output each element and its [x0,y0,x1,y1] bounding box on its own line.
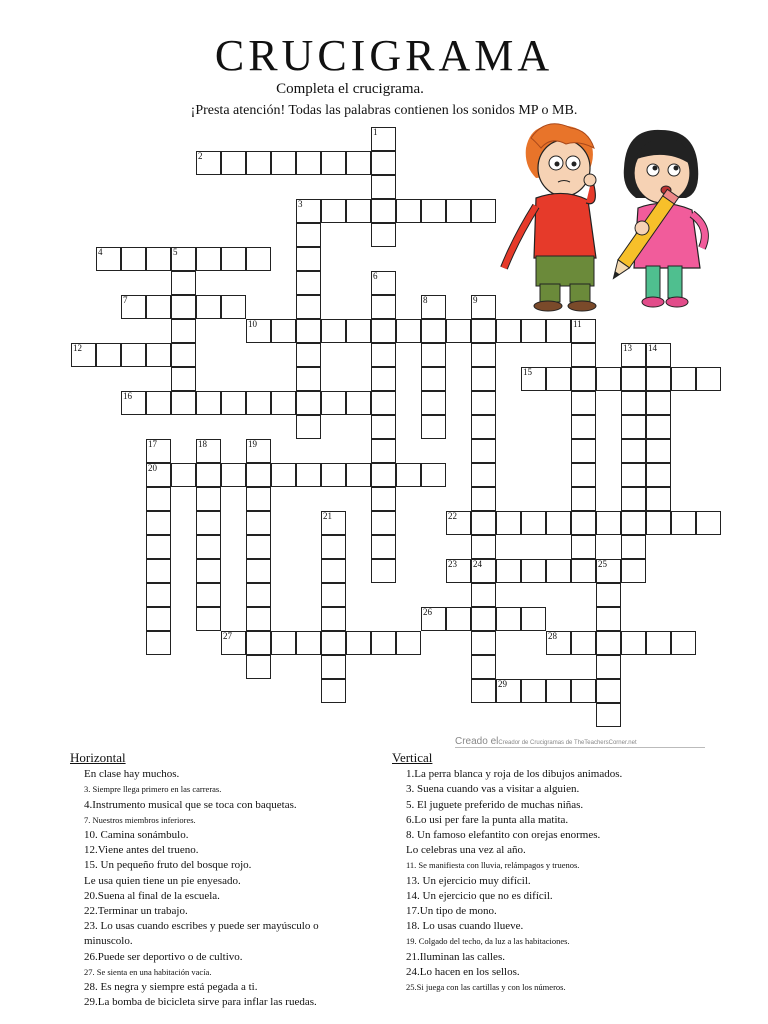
crossword-cell[interactable] [371,511,396,535]
clue-number: 20 [148,463,157,473]
crossword-cell[interactable] [196,463,221,487]
crossword-cell[interactable] [321,151,346,175]
vertical-clue: 13. Un ejercicio muy difícil. [406,874,531,887]
crossword-cell[interactable] [171,367,196,391]
vertical-heading: Vertical [392,750,433,765]
two-thinking-kids-illustration [496,118,746,318]
crossword-cell[interactable] [596,583,621,607]
page-title: CRUCIGRAMA [214,31,554,80]
crossword-cell[interactable] [496,559,521,583]
crossword-cell[interactable] [196,559,221,583]
crossword-cell[interactable] [621,535,646,559]
crossword-cell[interactable] [221,247,246,271]
crossword-cell[interactable] [146,559,171,583]
crossword-cell[interactable] [221,151,246,175]
crossword-cell[interactable] [521,319,546,343]
crossword-cell[interactable] [446,607,471,631]
crossword-cell[interactable] [346,151,371,175]
crossword-cell[interactable] [271,151,296,175]
crossword-cell[interactable] [621,439,646,463]
clue-number: 10 [248,319,257,329]
crossword-cell[interactable] [221,631,246,655]
crossword-cell[interactable] [471,295,496,319]
crossword-cell[interactable] [471,319,496,343]
horizontal-clue: 26.Puede ser deportivo o de cultivo. [84,950,243,963]
horizontal-clue: 12.Viene antes del trueno. [84,844,199,857]
clue-number: 8 [423,295,428,305]
crossword-cell[interactable] [96,343,121,367]
crossword-cell[interactable] [296,415,321,439]
vertical-clue: 18. Lo usas cuando llueve. [406,920,524,933]
crossword-cell[interactable] [571,391,596,415]
crossword-cell[interactable] [321,655,346,679]
clue-number: 3 [298,199,303,209]
crossword-cell[interactable] [571,439,596,463]
crossword-cell[interactable] [421,319,446,343]
crossword-cell[interactable] [246,487,271,511]
crossword-cell[interactable] [71,343,96,367]
crossword-cell[interactable] [371,271,396,295]
crossword-cell[interactable] [296,631,321,655]
crossword-cell[interactable] [246,631,271,655]
vertical-clue: 25.Si juega con las cartillas y con los números. [406,982,566,993]
crossword-cell[interactable] [471,583,496,607]
crossword-cell[interactable] [121,295,146,319]
crossword-cell[interactable] [296,391,321,415]
horizontal-clue: 28. Es negra y siempre está pegada a ti. [84,981,258,994]
clue-number: 5 [173,247,178,257]
crossword-cell[interactable] [571,415,596,439]
crossword-cell[interactable] [146,535,171,559]
crossword-cell[interactable] [321,607,346,631]
clue-number: 23 [448,559,457,569]
crossword-cell[interactable] [471,535,496,559]
crossword-cell[interactable] [646,439,671,463]
crossword-cell[interactable] [246,391,271,415]
crossword-cell[interactable] [371,319,396,343]
vertical-clue: 21.Iluminan las calles. [406,950,505,963]
crossword-cell[interactable] [346,463,371,487]
crossword-cell[interactable] [471,655,496,679]
crossword-cell[interactable] [621,511,646,535]
crossword-cell[interactable] [596,655,621,679]
crossword-cell[interactable] [446,199,471,223]
crossword-cell[interactable] [371,343,396,367]
crossword-cell[interactable] [596,367,621,391]
crossword-cell[interactable] [496,607,521,631]
crossword-cell[interactable] [571,367,596,391]
crossword-cell[interactable] [246,463,271,487]
crossword-cell[interactable] [421,343,446,367]
crossword-cell[interactable] [146,343,171,367]
crossword-cell[interactable] [471,559,496,583]
clue-number: 6 [373,271,378,281]
vertical-clue: 5. El juguete preferido de muchas niñas. [406,798,584,811]
crossword-cell[interactable] [621,343,646,367]
crossword-cell[interactable] [171,271,196,295]
crossword-cell[interactable] [446,559,471,583]
horizontal-clue: 3. Siempre llega primero en las carreras. [84,784,222,795]
horizontal-clue: 7. Nuestros miembros inferiores. [84,814,196,825]
clue-number: 26 [423,607,432,617]
crossword-cell[interactable] [371,391,396,415]
crossword-cell[interactable] [196,391,221,415]
crossword-cell[interactable] [121,343,146,367]
vertical-clue: 11. Se manifiesta con lluvia, relámpagos y truenos. [406,860,580,871]
clue-number: 7 [123,295,128,305]
crossword-cell[interactable] [421,463,446,487]
crossword-cell[interactable] [496,679,521,703]
crossword-cell[interactable] [346,391,371,415]
crossword-cell[interactable] [171,295,196,319]
crossword-cell[interactable] [471,199,496,223]
crossword-cell[interactable] [471,463,496,487]
crossword-cell[interactable] [371,199,396,223]
crossword-cell[interactable] [171,247,196,271]
crossword-cell[interactable] [671,511,696,535]
crossword-cell[interactable] [671,631,696,655]
crossword-cell[interactable] [146,511,171,535]
crossword-cell[interactable] [571,487,596,511]
clue-number: 1 [373,127,378,137]
crossword-cell[interactable] [321,319,346,343]
crossword-cell[interactable] [521,559,546,583]
credit-prefix: Creado el [455,736,499,747]
crossword-cell[interactable] [421,415,446,439]
crossword-cell[interactable] [371,223,396,247]
crossword-cell[interactable] [246,607,271,631]
crossword-cell[interactable] [321,679,346,703]
crossword-cell[interactable] [621,487,646,511]
crossword-cell[interactable] [196,607,221,631]
vertical-clue: 1.La perra blanca y roja de los dibujos animados. [406,768,623,781]
crossword-cell[interactable] [196,151,221,175]
crossword-cell[interactable] [471,607,496,631]
vertical-clues [392,750,732,995]
subtitle: Completa el crucigrama. [276,81,424,97]
crossword-cell[interactable] [646,367,671,391]
horizontal-clues [70,750,340,1010]
clue-number: 2 [198,151,203,161]
crossword-cell[interactable] [296,223,321,247]
crossword-cell[interactable] [196,583,221,607]
horizontal-clue: 10. Camina sonámbulo. [84,829,189,842]
horizontal-clue: En clase hay muchos. [84,768,180,781]
crossword-cell[interactable] [621,463,646,487]
crossword-cell[interactable] [646,631,671,655]
crossword-cell[interactable] [146,487,171,511]
crossword-cell[interactable] [271,631,296,655]
crossword-cell[interactable] [296,247,321,271]
horizontal-clue: 20.Suena al final de la escuela. [84,889,220,902]
crossword-cell[interactable] [371,295,396,319]
credit-source: Creador de Crucigramas de TheTeachersCorner.net [498,740,637,746]
vertical-clue: Lo celebras una vez al año. [406,844,526,857]
crossword-cell[interactable] [521,367,546,391]
clue-number: 29 [498,679,507,689]
credit-line [455,736,705,748]
crossword-cell[interactable] [596,607,621,631]
horizontal-clue: Le usa quien tiene un pie enyesado. [84,874,241,887]
crossword-cell[interactable] [621,391,646,415]
crossword-cell[interactable] [546,319,571,343]
crossword-cell[interactable] [321,535,346,559]
crossword-cell[interactable] [471,367,496,391]
crossword-cell[interactable] [521,607,546,631]
crossword-cell[interactable] [571,679,596,703]
horizontal-clue: 29.La bomba de bicicleta sirve para inflar las ruedas. [84,996,317,1009]
crossword-cell[interactable] [396,631,421,655]
crossword-cell[interactable] [221,391,246,415]
crossword-cell[interactable] [396,199,421,223]
crossword-cell[interactable] [396,463,421,487]
crossword-cell[interactable] [421,295,446,319]
crossword-cell[interactable] [296,271,321,295]
crossword-cell[interactable] [146,439,171,463]
crossword-cell[interactable] [646,343,671,367]
crossword-cell[interactable] [171,391,196,415]
crossword-cell[interactable] [371,367,396,391]
crossword-cell[interactable] [546,367,571,391]
crossword-cell[interactable] [546,559,571,583]
crossword-cell[interactable] [146,631,171,655]
crossword-cell[interactable] [371,151,396,175]
crossword-cell[interactable] [621,559,646,583]
clue-number: 4 [98,247,103,257]
crossword-cell[interactable] [546,679,571,703]
clue-number: 21 [323,511,332,521]
crossword-cell[interactable] [421,391,446,415]
horizontal-clue: 4.Instrumento musical que se toca con baquetas. [84,798,297,811]
crossword-cell[interactable] [346,199,371,223]
crossword-cell[interactable] [421,607,446,631]
crossword-cell[interactable] [596,511,621,535]
crossword-cell[interactable] [471,391,496,415]
vertical-clue: 8. Un famoso elefantito con orejas enormes. [406,829,601,842]
crossword-cell[interactable] [521,679,546,703]
crossword-cell[interactable] [596,559,621,583]
crossword-cell[interactable] [571,559,596,583]
crossword-cell[interactable] [296,367,321,391]
crossword-cell[interactable] [296,463,321,487]
horizontal-clue: 23. Lo usas cuando escribes y puede ser mayúsculo o minuscolo. [84,920,319,948]
horizontal-clue: 22.Terminar un trabajo. [84,905,188,918]
vertical-clue: 14. Un ejercicio que no es difícil. [406,889,553,902]
crossword-cell[interactable] [121,391,146,415]
crossword-cell[interactable] [371,631,396,655]
clue-number: 14 [648,343,657,353]
crossword-cell[interactable] [446,511,471,535]
crossword-cell[interactable] [421,199,446,223]
crossword-cell[interactable] [371,127,396,151]
girl-icon [608,130,705,307]
clue-number: 18 [198,439,207,449]
crossword-cell[interactable] [571,319,596,343]
vertical-clue: 3. Suena cuando vas a visitar a alguien. [406,783,580,796]
crossword-cell[interactable] [346,319,371,343]
crossword-cell[interactable] [321,391,346,415]
crossword-cell[interactable] [396,319,421,343]
crossword-cell[interactable] [621,415,646,439]
crossword-cell[interactable] [321,463,346,487]
crossword-cell[interactable] [571,343,596,367]
crossword-cell[interactable] [321,631,346,655]
crossword-cell[interactable] [296,199,321,223]
crossword-cell[interactable] [321,199,346,223]
crossword-cell[interactable] [146,607,171,631]
crossword-cell[interactable] [646,391,671,415]
crossword-cell[interactable] [646,487,671,511]
clue-number: 15 [523,367,532,377]
crossword-cell[interactable] [471,439,496,463]
crossword-cell[interactable] [196,295,221,319]
crossword-cell[interactable] [646,415,671,439]
crossword-cell[interactable] [596,631,621,655]
crossword-cell[interactable] [271,463,296,487]
horizontal-clue: 27. Se sienta en una habitación vacía. [84,966,212,977]
crossword-cell[interactable] [221,463,246,487]
crossword-cell[interactable] [471,343,496,367]
crossword-cell[interactable] [546,631,571,655]
crossword-cell[interactable] [646,463,671,487]
crossword-cell[interactable] [546,511,571,535]
crossword-cell[interactable] [346,631,371,655]
vertical-clue: 19. Colgado del techo, da luz a las habitaciones. [406,936,570,947]
crossword-cell[interactable] [196,487,221,511]
crossword-cell[interactable] [246,319,271,343]
horizontal-heading: Horizontal [70,750,126,765]
crossword-cell[interactable] [246,535,271,559]
crossword-cell[interactable] [696,511,721,535]
crossword-cell[interactable] [171,319,196,343]
clue-number: 19 [248,439,257,449]
horizontal-clue: 15. Un pequeño fruto del bosque rojo. [84,859,252,872]
crossword-cell[interactable] [621,631,646,655]
crossword-cell[interactable] [246,583,271,607]
crossword-cell[interactable] [296,319,321,343]
crossword-cell[interactable] [146,391,171,415]
crossword-cell[interactable] [471,679,496,703]
crossword-cell[interactable] [146,583,171,607]
clue-number: 13 [623,343,632,353]
crossword-cell[interactable] [246,511,271,535]
crossword-cell[interactable] [246,151,271,175]
crossword-cell[interactable] [296,295,321,319]
clue-number: 25 [598,559,607,569]
crossword-cell[interactable] [571,631,596,655]
crossword-cell[interactable] [171,343,196,367]
clue-number: 12 [73,343,82,353]
boy-icon [504,124,596,311]
crossword-cell[interactable] [471,415,496,439]
crossword-cell[interactable] [696,367,721,391]
crossword-cell[interactable] [196,247,221,271]
crossword-cell[interactable] [296,151,321,175]
crossword-cell[interactable] [571,535,596,559]
clue-number: 27 [223,631,232,641]
crossword-cell[interactable] [321,511,346,535]
clue-number: 28 [548,631,557,641]
crossword-cell[interactable] [371,463,396,487]
crossword-cell[interactable] [196,511,221,535]
crossword-cell[interactable] [296,343,321,367]
crossword-cell[interactable] [121,247,146,271]
crossword-cell[interactable] [446,319,471,343]
crossword-cell[interactable] [146,247,171,271]
clue-number: 22 [448,511,457,521]
crossword-cell[interactable] [371,487,396,511]
crossword-cell[interactable] [496,319,521,343]
crossword-cell[interactable] [371,439,396,463]
crossword-cell[interactable] [471,487,496,511]
clue-number: 17 [148,439,157,449]
crossword-cell[interactable] [221,295,246,319]
crossword-cell[interactable] [521,511,546,535]
crossword-cell[interactable] [146,295,171,319]
crossword-cell[interactable] [671,367,696,391]
crossword-cell[interactable] [646,511,671,535]
crossword-cell[interactable] [471,631,496,655]
crossword-cell[interactable] [621,367,646,391]
crossword-cell[interactable] [146,463,171,487]
crossword-cell[interactable] [246,559,271,583]
crossword-cell[interactable] [371,535,396,559]
crossword-cell[interactable] [246,247,271,271]
crossword-cell[interactable] [496,511,521,535]
crossword-cell[interactable] [321,559,346,583]
crossword-cell[interactable] [596,703,621,727]
clue-number: 16 [123,391,132,401]
crossword-cell[interactable] [271,319,296,343]
crossword-cell[interactable] [271,391,296,415]
vertical-clue: 6.Lo usi per fare la punta alla matita. [406,813,569,826]
clue-number: 24 [473,559,482,569]
crossword-cell[interactable] [96,247,121,271]
crossword-cell[interactable] [246,655,271,679]
crossword-cell[interactable] [371,559,396,583]
crossword-cell[interactable] [471,511,496,535]
instruction: ¡Presta atención! Todas las palabras contienen los sonidos MP o MB. [190,103,578,118]
crossword-cell[interactable] [571,463,596,487]
crossword-cell[interactable] [596,679,621,703]
crossword-cell[interactable] [321,583,346,607]
crossword-cell[interactable] [196,439,221,463]
vertical-clue: 24.Lo hacen en los sellos. [406,965,520,978]
crossword-cell[interactable] [371,415,396,439]
crossword-cell[interactable] [421,367,446,391]
crossword-cell[interactable] [171,463,196,487]
clue-number: 9 [473,295,478,305]
vertical-clue: 17.Un tipo de mono. [406,905,497,918]
crossword-cell[interactable] [196,535,221,559]
crossword-cell[interactable] [246,439,271,463]
crossword-cell[interactable] [571,511,596,535]
clue-number: 11 [573,319,582,329]
crossword-cell[interactable] [371,175,396,199]
